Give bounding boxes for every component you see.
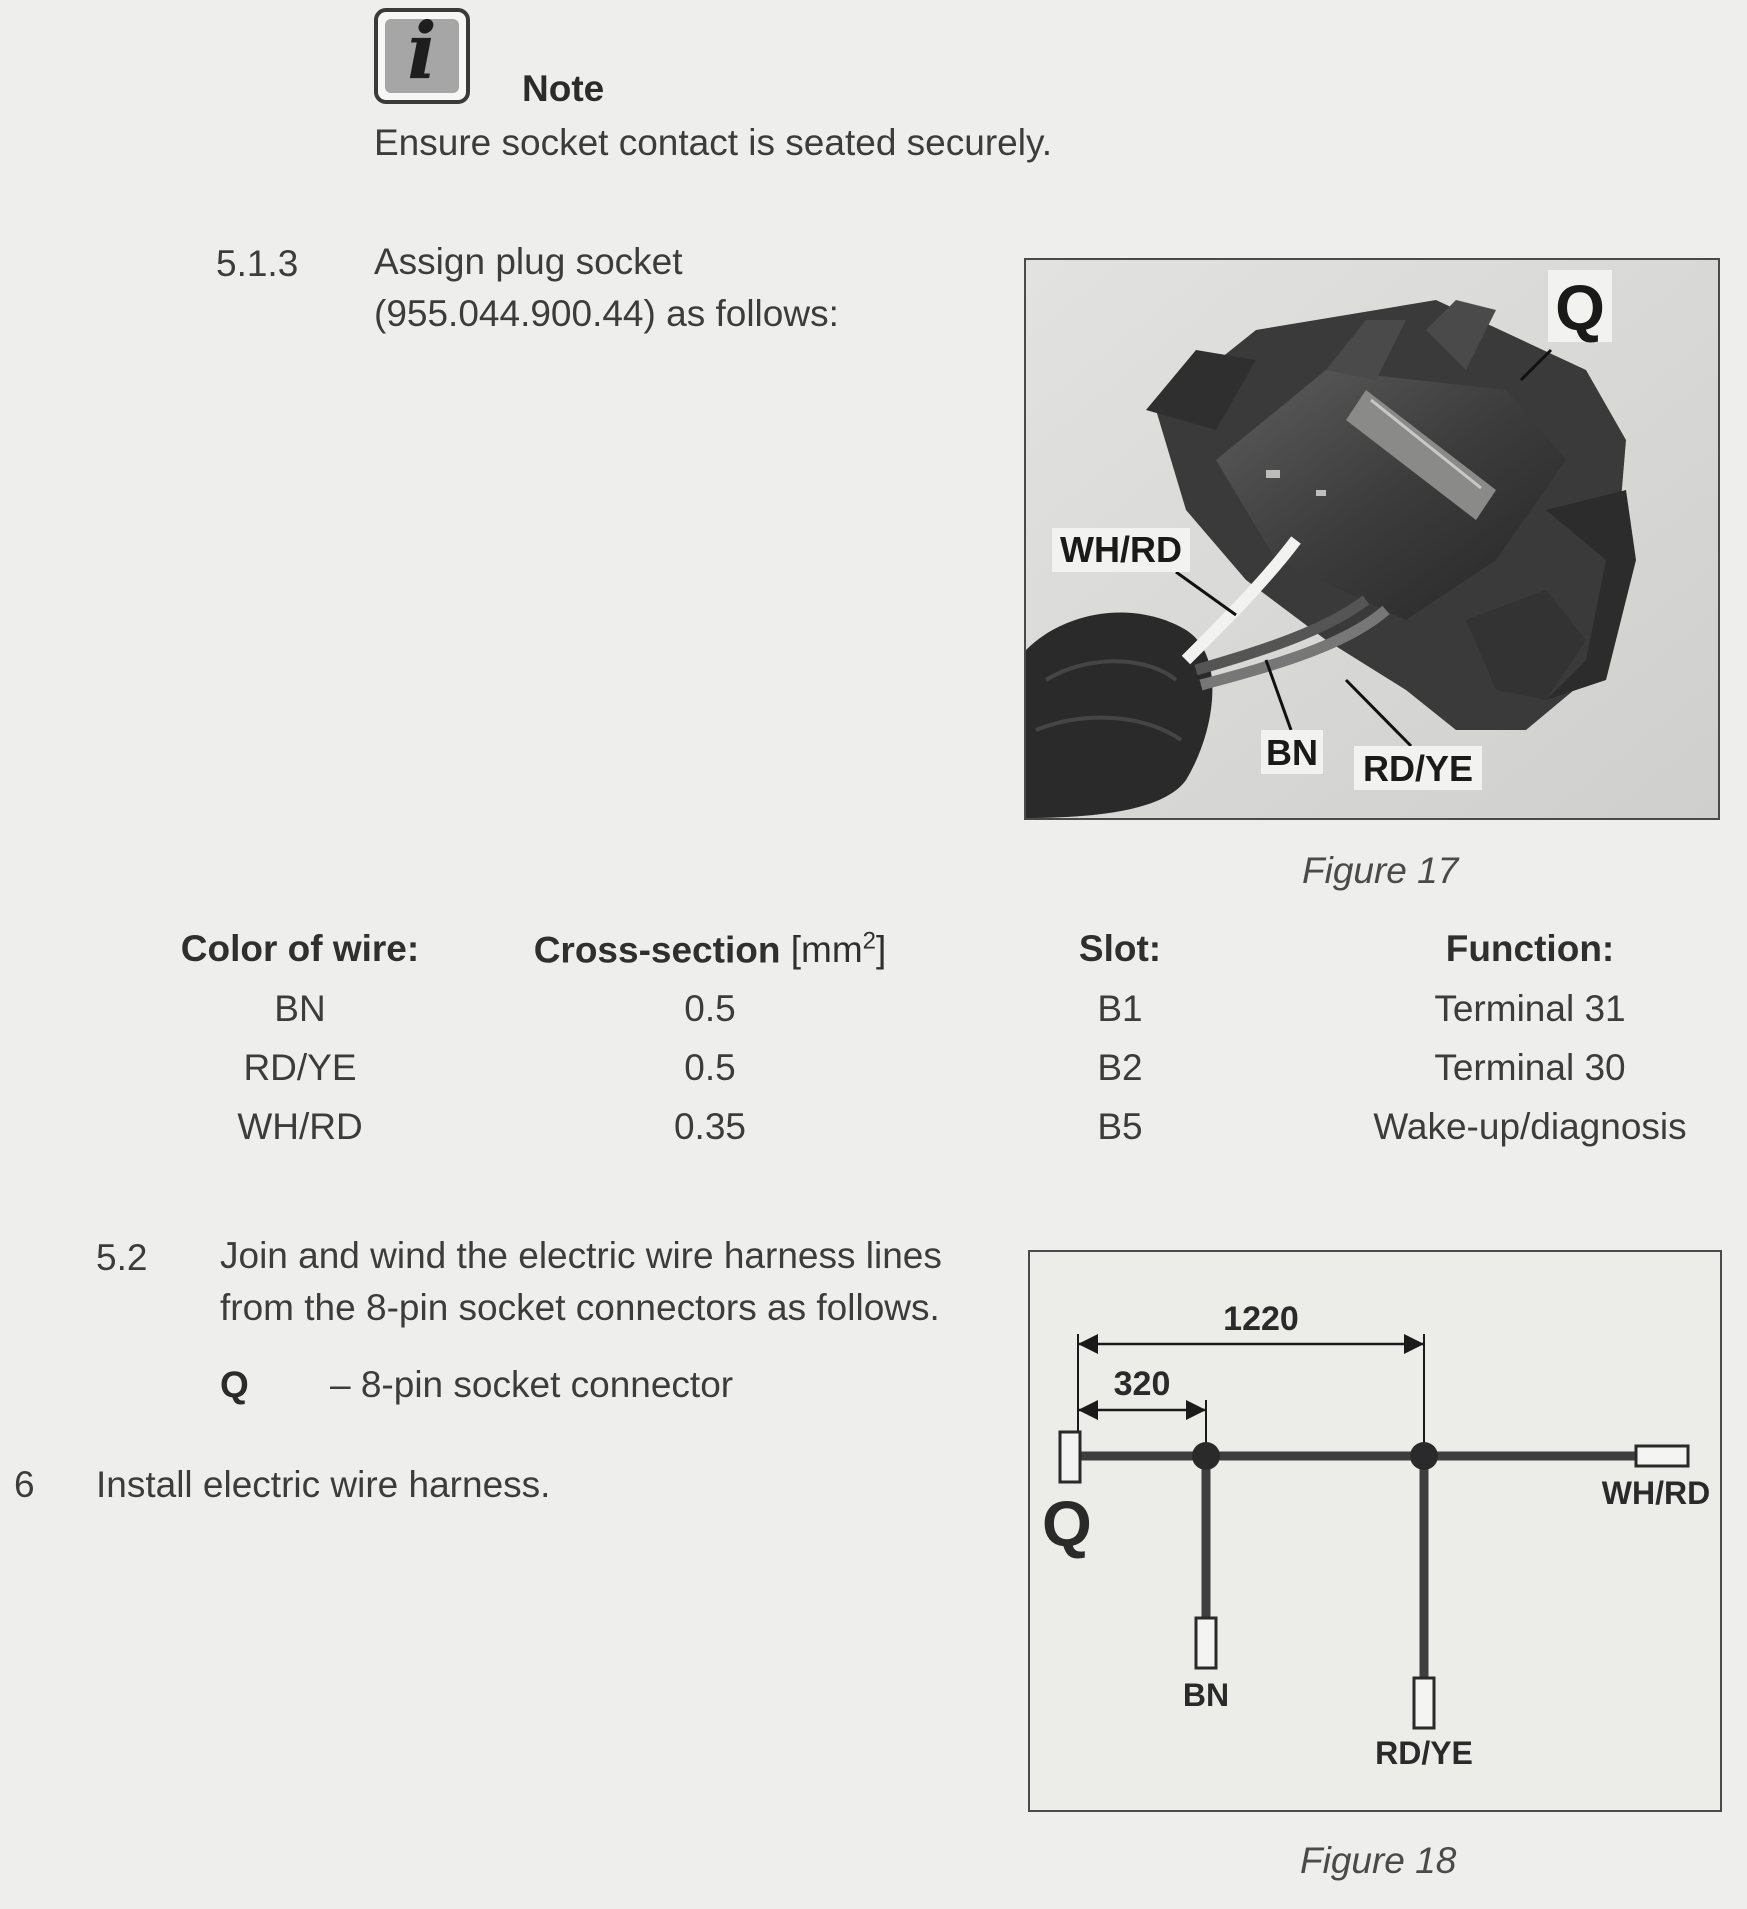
connector-photo-illustration xyxy=(1026,260,1718,818)
figure-18-label-wh-rd: WH/RD xyxy=(1601,1475,1711,1511)
unit-open: [mm xyxy=(790,929,863,971)
figure-18-label-q: Q xyxy=(1042,1488,1092,1560)
figure-17-caption: Figure 17 xyxy=(1302,850,1459,891)
note-title: Note xyxy=(522,68,605,109)
step-text-5-1-3-line1: Assign plug socket xyxy=(374,241,683,282)
table-header-slot: Slot: xyxy=(1078,928,1162,969)
legend-key-q: Q xyxy=(220,1364,249,1405)
figure-18-label-bn: BN xyxy=(1182,1677,1230,1713)
step-text-5-2-line2: from the 8-pin socket connectors as follows. xyxy=(220,1287,940,1328)
unit-superscript: 2 xyxy=(862,928,877,955)
table-cell-slot: B5 xyxy=(1097,1106,1143,1147)
harness-diagram-svg xyxy=(1030,1252,1720,1810)
info-icon-glyph: i xyxy=(407,6,437,97)
figure-17-label-rd-ye: RD/YE xyxy=(1362,748,1474,789)
figure-17-label-q: Q xyxy=(1555,272,1605,344)
table-cell-slot: B1 xyxy=(1097,988,1143,1029)
connector-rd-ye xyxy=(1414,1678,1434,1728)
dimension-label-320: 320 xyxy=(1113,1365,1171,1403)
table-cell-color: RD/YE xyxy=(243,1047,357,1088)
step-number-6: 6 xyxy=(14,1464,35,1505)
step-text-6: Install electric wire harness. xyxy=(96,1464,551,1505)
step-text-5-2 xyxy=(220,1230,942,1334)
figure-18-caption: Figure 18 xyxy=(1300,1840,1457,1881)
table-header-cross-section xyxy=(510,928,910,971)
table-cell-color: BN xyxy=(274,988,326,1029)
table-header-cross-section-label: Cross-section xyxy=(533,929,781,971)
figure-17-label-bn: BN xyxy=(1266,732,1318,773)
figure-18-harness-diagram xyxy=(1028,1250,1722,1812)
table-cell-function: Terminal 31 xyxy=(1434,988,1626,1029)
dimension-label-1220: 1220 xyxy=(1223,1300,1299,1338)
table-cell-cross-section: 0.35 xyxy=(673,1106,746,1147)
legend-text-q: – 8-pin socket connector xyxy=(330,1364,734,1405)
note-text: Ensure socket contact is seated securely. xyxy=(374,122,1052,163)
step-text-5-1-3-line2: (955.044.900.44) as follows: xyxy=(374,293,839,334)
step-text-5-1-3 xyxy=(374,236,839,340)
table-cell-color: WH/RD xyxy=(237,1106,363,1147)
junction-dot xyxy=(1192,1442,1220,1470)
unit-close: ] xyxy=(876,929,887,971)
figure-17-label-wh-rd: WH/RD xyxy=(1060,529,1182,570)
table-header-function: Function: xyxy=(1445,928,1615,969)
step-text-5-2-line1: Join and wind the electric wire harness lines xyxy=(220,1235,942,1276)
connector-wh-rd xyxy=(1636,1446,1688,1466)
junction-dot xyxy=(1410,1442,1438,1470)
table-cell-function: Terminal 30 xyxy=(1434,1047,1626,1088)
figure-17-photo xyxy=(1024,258,1720,820)
info-icon xyxy=(374,8,470,104)
table-cell-function: Wake-up/diagnosis xyxy=(1373,1106,1687,1147)
table-cell-cross-section: 0.5 xyxy=(684,988,736,1029)
step-number-5-1-3: 5.1.3 xyxy=(216,243,299,284)
step-number-5-2: 5.2 xyxy=(96,1237,148,1278)
table-header-cross-section-unit xyxy=(780,929,886,970)
figure-18-label-rd-ye: RD/YE xyxy=(1375,1735,1473,1771)
connector-bn xyxy=(1196,1618,1216,1668)
table-cell-slot: B2 xyxy=(1097,1047,1143,1088)
table-header-color: Color of wire: xyxy=(180,928,420,969)
connector-q xyxy=(1060,1432,1080,1482)
table-cell-cross-section: 0.5 xyxy=(684,1047,736,1088)
